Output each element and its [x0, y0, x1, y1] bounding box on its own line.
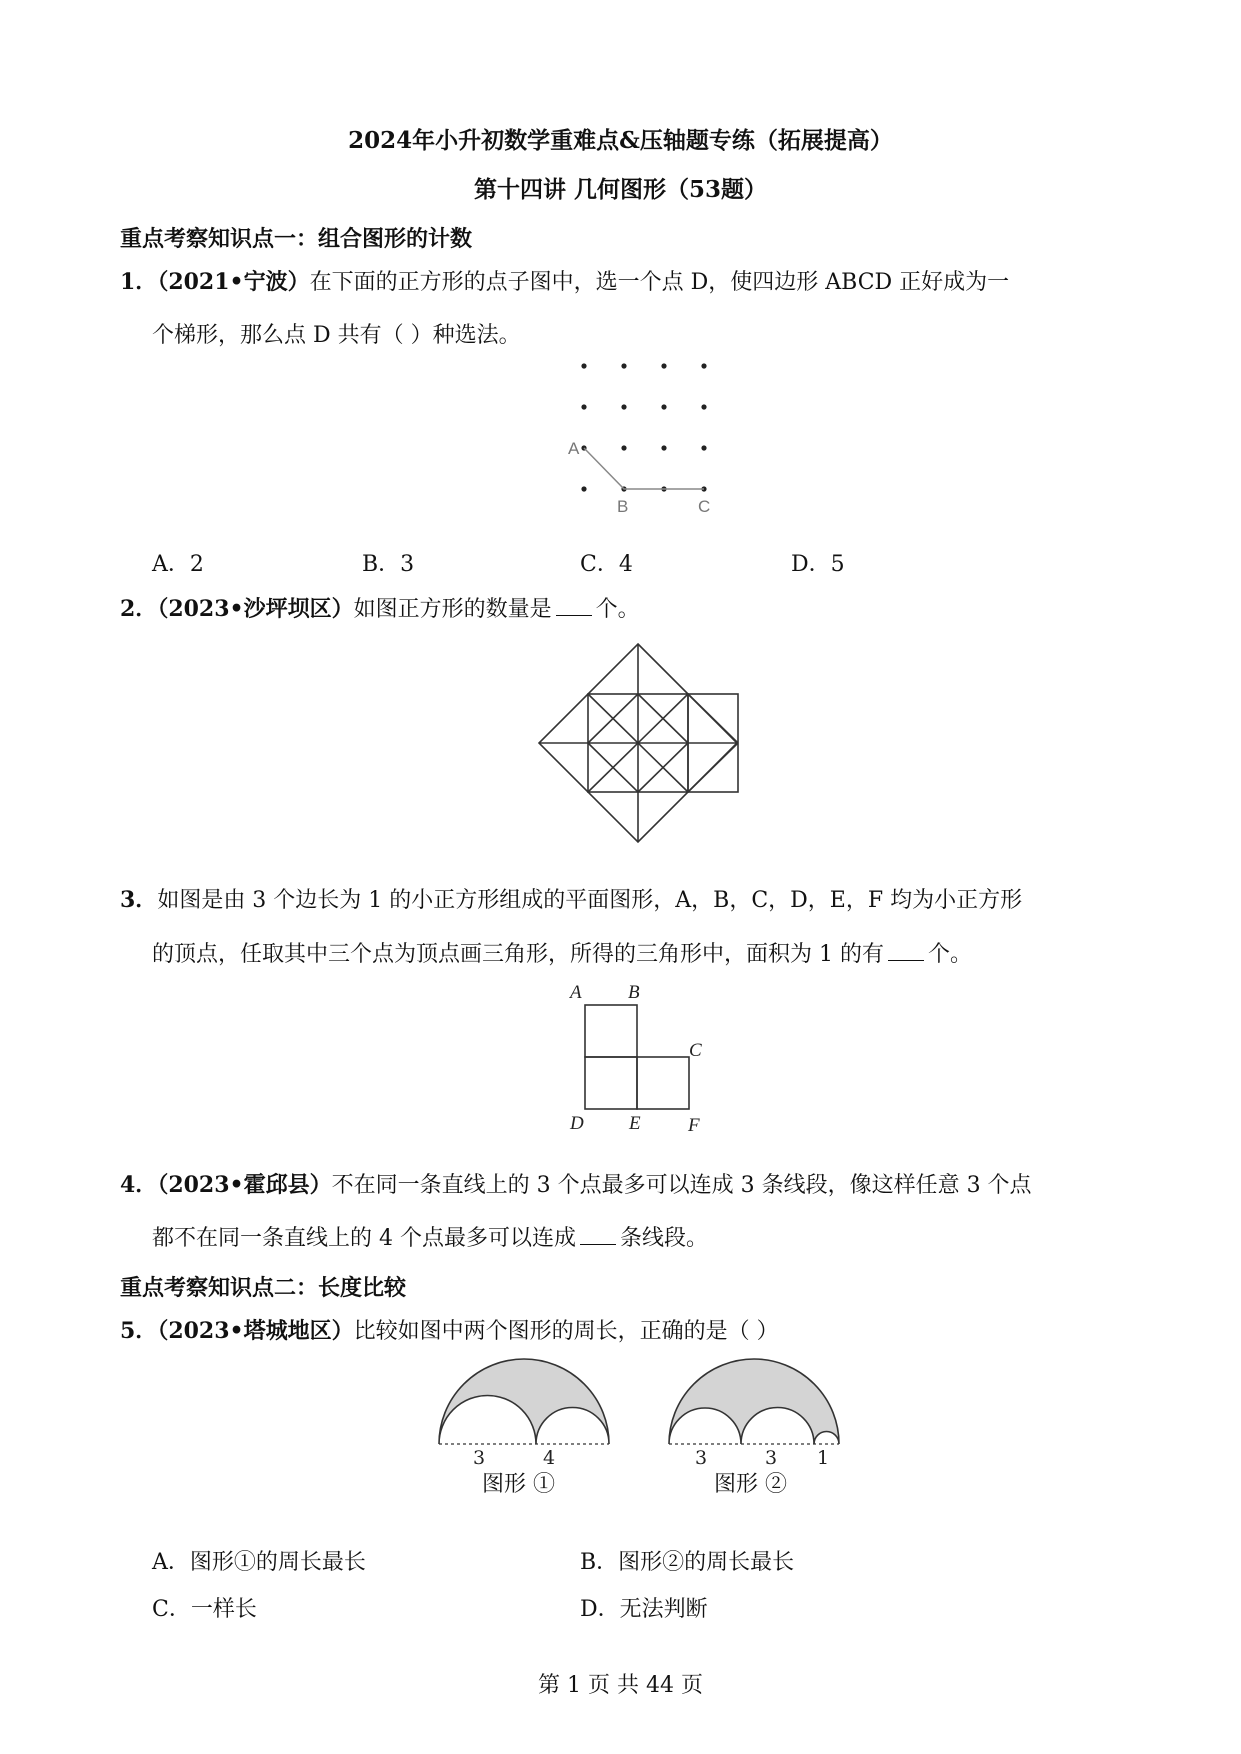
question-4-continued [152, 1221, 708, 1252]
question-text-end: 条线段。 [620, 1226, 709, 1251]
question-1 [120, 269, 1009, 296]
page-title: 2024年小升初数学重难点&压轴题专练（拓展提高） [348, 127, 893, 154]
point-label-c: C [698, 497, 711, 516]
question-text-end: 个。 [928, 942, 973, 967]
square-count-figure [535, 640, 745, 850]
question-text: 比较如图中两个图形的周长，正确的是（ ） [353, 1319, 779, 1344]
question-text: 的顶点，任取其中三个点为顶点画三角形，所得的三角形中，面积为 1 的有 [152, 942, 884, 967]
vertex-label-b: B [628, 982, 640, 1003]
question-2 [120, 596, 640, 623]
answer-blank[interactable] [580, 1226, 616, 1245]
option-a: A．图形①的周长最长 [152, 1550, 366, 1575]
question-number: 5． [120, 1318, 158, 1344]
question-text: 不在同一条直线上的 3 个点最多可以连成 3 条线段，像这样任意 3 个点 [331, 1173, 1032, 1198]
point-label-a: A [568, 439, 580, 458]
segment-label: 4 [543, 1447, 556, 1469]
question-source: （2023•沙坪坝区） [157, 596, 354, 622]
answer-blank[interactable] [888, 942, 924, 961]
option-c: C．4 [580, 552, 633, 577]
segment-label: 3 [695, 1447, 708, 1469]
figure-1-caption: 图形 ① [482, 1472, 555, 1497]
question-number: 3． [120, 887, 158, 913]
question-4 [120, 1172, 1032, 1199]
figure-2-caption: 图形 ② [714, 1472, 787, 1497]
section-heading-1: 重点考察知识点一：组合图形的计数 [120, 226, 473, 252]
page-number: 第 1 页 共 44 页 [538, 1673, 703, 1698]
vertex-label-d: D [570, 1113, 584, 1134]
option-d: D．5 [791, 552, 845, 577]
answer-blank[interactable] [556, 597, 592, 616]
question-source: （2021•宁波） [157, 269, 310, 295]
question-5 [120, 1318, 779, 1345]
question-text: 如图正方形的数量是 [353, 597, 552, 622]
vertex-label-e: E [629, 1113, 641, 1134]
question-3 [120, 887, 1022, 914]
segment-label: 3 [765, 1447, 778, 1469]
question-number: 2． [120, 596, 158, 622]
question-3-continued [152, 937, 972, 968]
option-a: A．2 [152, 552, 204, 577]
question-source: （2023•塔城地区） [157, 1318, 354, 1344]
segment-label: 1 [817, 1447, 830, 1469]
question-text-end: 个。 [595, 597, 640, 622]
question-text: 如图是由 3 个边长为 1 的小正方形组成的平面图形，A，B，C，D，E，F 均为小正方形 [157, 888, 1023, 913]
option-c: C．一样长 [152, 1597, 257, 1622]
vertex-label-c: C [689, 1040, 702, 1061]
question-text: 在下面的正方形的点子图中，选一个点 D，使四边形 ABCD 正好成为一 [309, 270, 1010, 295]
segment-label: 3 [473, 1447, 486, 1469]
dot-grid-figure [560, 355, 720, 515]
question-number: 1． [120, 269, 158, 295]
question-text: 都不在同一条直线上的 4 个点最多可以连成 [152, 1226, 576, 1251]
lesson-subtitle: 第十四讲 几何图形（53题） [473, 176, 767, 203]
option-b: B．图形②的周长最长 [580, 1550, 795, 1575]
question-1-continued: 个梯形，那么点 D 共有（ ）种选法。 [152, 323, 521, 348]
section-heading-2: 重点考察知识点二：长度比较 [120, 1275, 407, 1301]
option-d: D．无法判断 [580, 1597, 708, 1622]
vertex-label-a: A [570, 982, 582, 1003]
question-source: （2023•霍邱县） [157, 1172, 332, 1198]
three-squares-figure [565, 980, 715, 1136]
question-number: 4． [120, 1172, 158, 1198]
vertex-label-f: F [688, 1115, 700, 1136]
point-label-b: B [617, 497, 629, 516]
option-b: B．3 [362, 552, 415, 577]
